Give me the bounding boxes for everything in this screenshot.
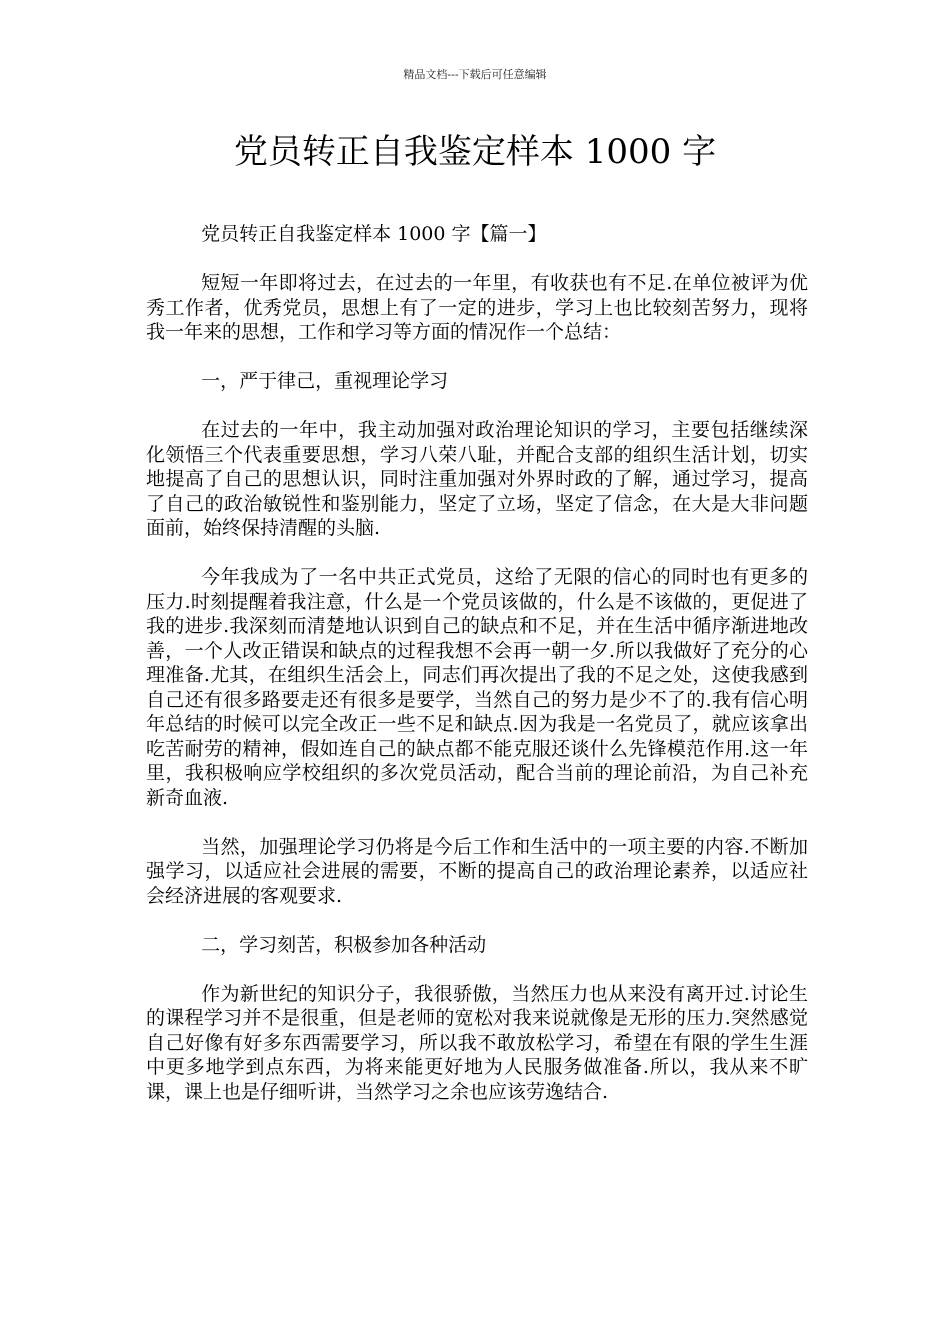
document-title: 党员转正自我鉴定样本 1000 字 xyxy=(233,132,717,172)
document-body xyxy=(146,222,808,1129)
paragraph: 当然，加强理论学习仍将是今后工作和生活中的一项主要的内容.不断加强学习，以适应社会进展的需要，不断的提高自己的政治理论素养，以适应社会经济进展的客观要求. xyxy=(146,835,808,907)
paragraph: 在过去的一年中，我主动加强对政治理论知识的学习，主要包括继续深化领悟三个代表重要思想，学习八荣八耻，并配合支部的组织生活计划，切实地提高了自己的思想认识，同时注重加强对外界时政的了解，通过学习，提高了自己的政治敏锐性和鉴别能力，坚定了立场，坚定了信念，在大是大非问题面前，始终保持清醒的头脑. xyxy=(146,419,808,539)
section-heading: 一，严于律己，重视理论学习 xyxy=(201,370,449,392)
header-note: 精品文档---下载后可任意编辑 xyxy=(403,68,547,81)
paragraph: 短短一年即将过去，在过去的一年里，有收获也有不足.在单位被评为优秀工作者，优秀党员，思想上有了一定的进步，学习上也比较刻苦努力，现将我一年来的思想，工作和学习等方面的情况作一个总结： xyxy=(146,272,808,343)
paragraph: 作为新世纪的知识分子，我很骄傲，当然压力也从来没有离开过.讨论生的课程学习并不是很重，但是老师的宽松对我来说就像是无形的压力.突然感觉自己好像有好多东西需要学习，所以我不敢放松学习，希望在有限的学生生涯中更多地学到点东西，为将来能更好地为人民服务做准备.所以，我从来不旷课，课上也是仔细听讲，当然学习之余也应该劳逸结合. xyxy=(146,982,808,1103)
paragraph: 今年我成为了一名中共正式党员，这给了无限的信心的同时也有更多的压力.时刻提醒着我注意，什么是一个党员该做的，什么是不该做的，更促进了我的进步.我深刻而清楚地认识到自己的缺点和不足，并在生活中循序渐进地改善，一个人改正错误和缺点的过程我想不会再一朝一夕.所以我做好了充分的心理准备.尤其，在组织生活会上，同志们再次提出了我的不足之处，这使我感到自己还有很多路要走还有很多是要学，当然自己的努力是少不了的.我有信心明年总结的时候可以完全改正一些不足和缺点.因为我是一名党员了，就应该拿出吃苦耐劳的精神，假如连自己的缺点都不能克服还谈什么先锋模范作用.这一年里，我积极响应学校组织的多次党员活动，配合当前的理论前沿，为自己补充新奇血液. xyxy=(146,566,808,809)
section-heading: 党员转正自我鉴定样本 1000 字【篇一】 xyxy=(201,223,547,245)
section-heading: 二，学习刻苦，积极参加各种活动 xyxy=(201,933,487,956)
